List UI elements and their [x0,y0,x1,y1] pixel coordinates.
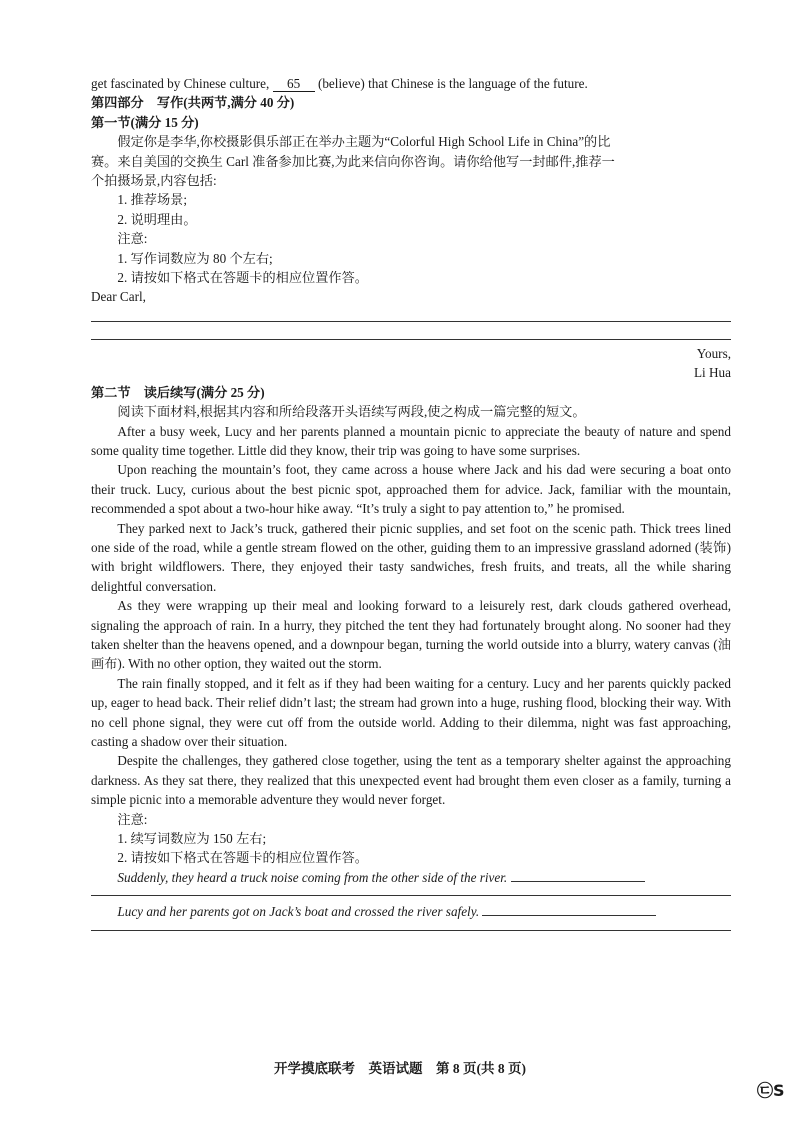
continuation-line-2 [91,930,731,931]
section1-item-1: 1. 推荐场景; [117,192,187,208]
email-salutation: Dear Carl, [91,289,146,305]
section1-notes-label: 注意: [117,231,148,247]
continuation-opening-1 [91,868,731,887]
story-paragraph-6: Despite the challenges, they gathered close together, using the tent as a temporary shelter against the approaching darkness. As they sat there, they realized that this unexpected event had brought them even closer as a family, turning a simple picnic into a memorable adventure they would never forget. [91,753,731,808]
email-closing: Yours, [696,345,731,361]
section2-note-2: 2. 请按如下格式在答题卡的相应位置作答。 [117,850,368,866]
section2-heading: 第二节 读后续写(满分 25 分) [91,384,265,400]
section1-prompt-line-3: 个拍摄场景,内容包括: [91,173,217,189]
part4-heading: 第四部分 写作(共两节,满分 40 分) [91,95,295,111]
section2-notes-label: 注意: [117,811,148,827]
section2-instruction: 阅读下面材料,根据其内容和所给段落开头语续写两段,使之构成一篇完整的短文。 [117,404,586,420]
section1-note-1: 1. 写作词数应为 80 个左右; [117,250,273,266]
exam-page [91,74,731,931]
story-paragraph-3: They parked next to Jack’s truck, gathered their picnic supplies, and set foot on the scenic path. Thick trees lined one side of the road, while a gentle stream flowed on the other, guiding them to an impressive grassland adorned (装饰) with bright wildflowers. There, they enjoyed their tasty sandwiches, fresh fruits, and treats, all the while sharing delightful conversation. [91,520,731,594]
top-line [91,74,731,93]
top-line-text-before: get fascinated by Chinese culture, [91,76,270,91]
page-footer: 开学摸底联考 英语试题 第 8 页(共 8 页) [274,1061,526,1076]
section1-prompt-line-1: 假定你是李华,你校摄影俱乐部正在举办主题为“Colorful High School Life in China”的比 [117,134,611,150]
continuation-opening-2 [91,902,731,921]
section2-note-1: 1. 续写词数应为 150 左右; [117,831,267,847]
section1-note-2: 2. 请按如下格式在答题卡的相应位置作答。 [117,270,368,286]
opening-sentence-1: Suddenly, they heard a truck noise coming from the other side of the river. [117,869,508,885]
opening-2-fill-line [482,915,656,916]
section1-prompt-line-2: 赛。来自美国的交换生 Carl 准备参加比赛,为此来信向你咨询。请你给他写一封邮件,推荐一 [91,153,615,169]
story-paragraph-5: The rain finally stopped, and it felt as if they had been waiting for a century. Lucy and her parents quickly packed up, eager to head back. Their relief didn’t last; the stream had grown into a huge, rushing flood, blocking their way. With no cell phone signal, they were cut off from the outside world. Adding to their dilemma, night was fast approaching, casting a shadow over their situation. [91,675,731,749]
answer-blank-65: 65 [273,76,315,92]
section1-item-2: 2. 说明理由。 [117,211,197,227]
opening-sentence-2: Lucy and her parents got on Jack’s boat and crossed the river safely. [117,904,480,920]
story-paragraph-4: As they were wrapping up their meal and looking forward to a leisurely rest, dark clouds gathered overhead, signaling the approach of rain. In a hurry, they pitched the tent they had fortunately brought along. No sooner had they taken shelter than the heavens opened, and a downpour began, turning the world outside into a blurry, watery canvas (油画布). With no other option, they waited out the storm. [91,598,731,672]
story-paragraph-1: After a busy week, Lucy and her parents planned a mountain picnic to appreciate the beauty of nature and spend some quality time together. Little did they know, their trip was going to have some surprises. [91,423,731,458]
story-paragraph-2: Upon reaching the mountain’s foot, they came across a house where Jack and his dad were securing a boat onto their truck. Lucy, curious about the best picnic spot, approached them for advice. Jack, familiar with the mountain, recommended a spot about a two-hour hike away. “It’s truly a sight to pay attention to,” he promised. [91,462,731,517]
opening-1-fill-line [511,881,645,882]
top-line-text-after: (believe) that Chinese is the language of the future. [317,76,588,91]
email-signature: Li Hua [694,365,731,381]
corner-mark: ㉢S [757,1081,785,1100]
section1-heading: 第一节(满分 15 分) [91,114,199,130]
